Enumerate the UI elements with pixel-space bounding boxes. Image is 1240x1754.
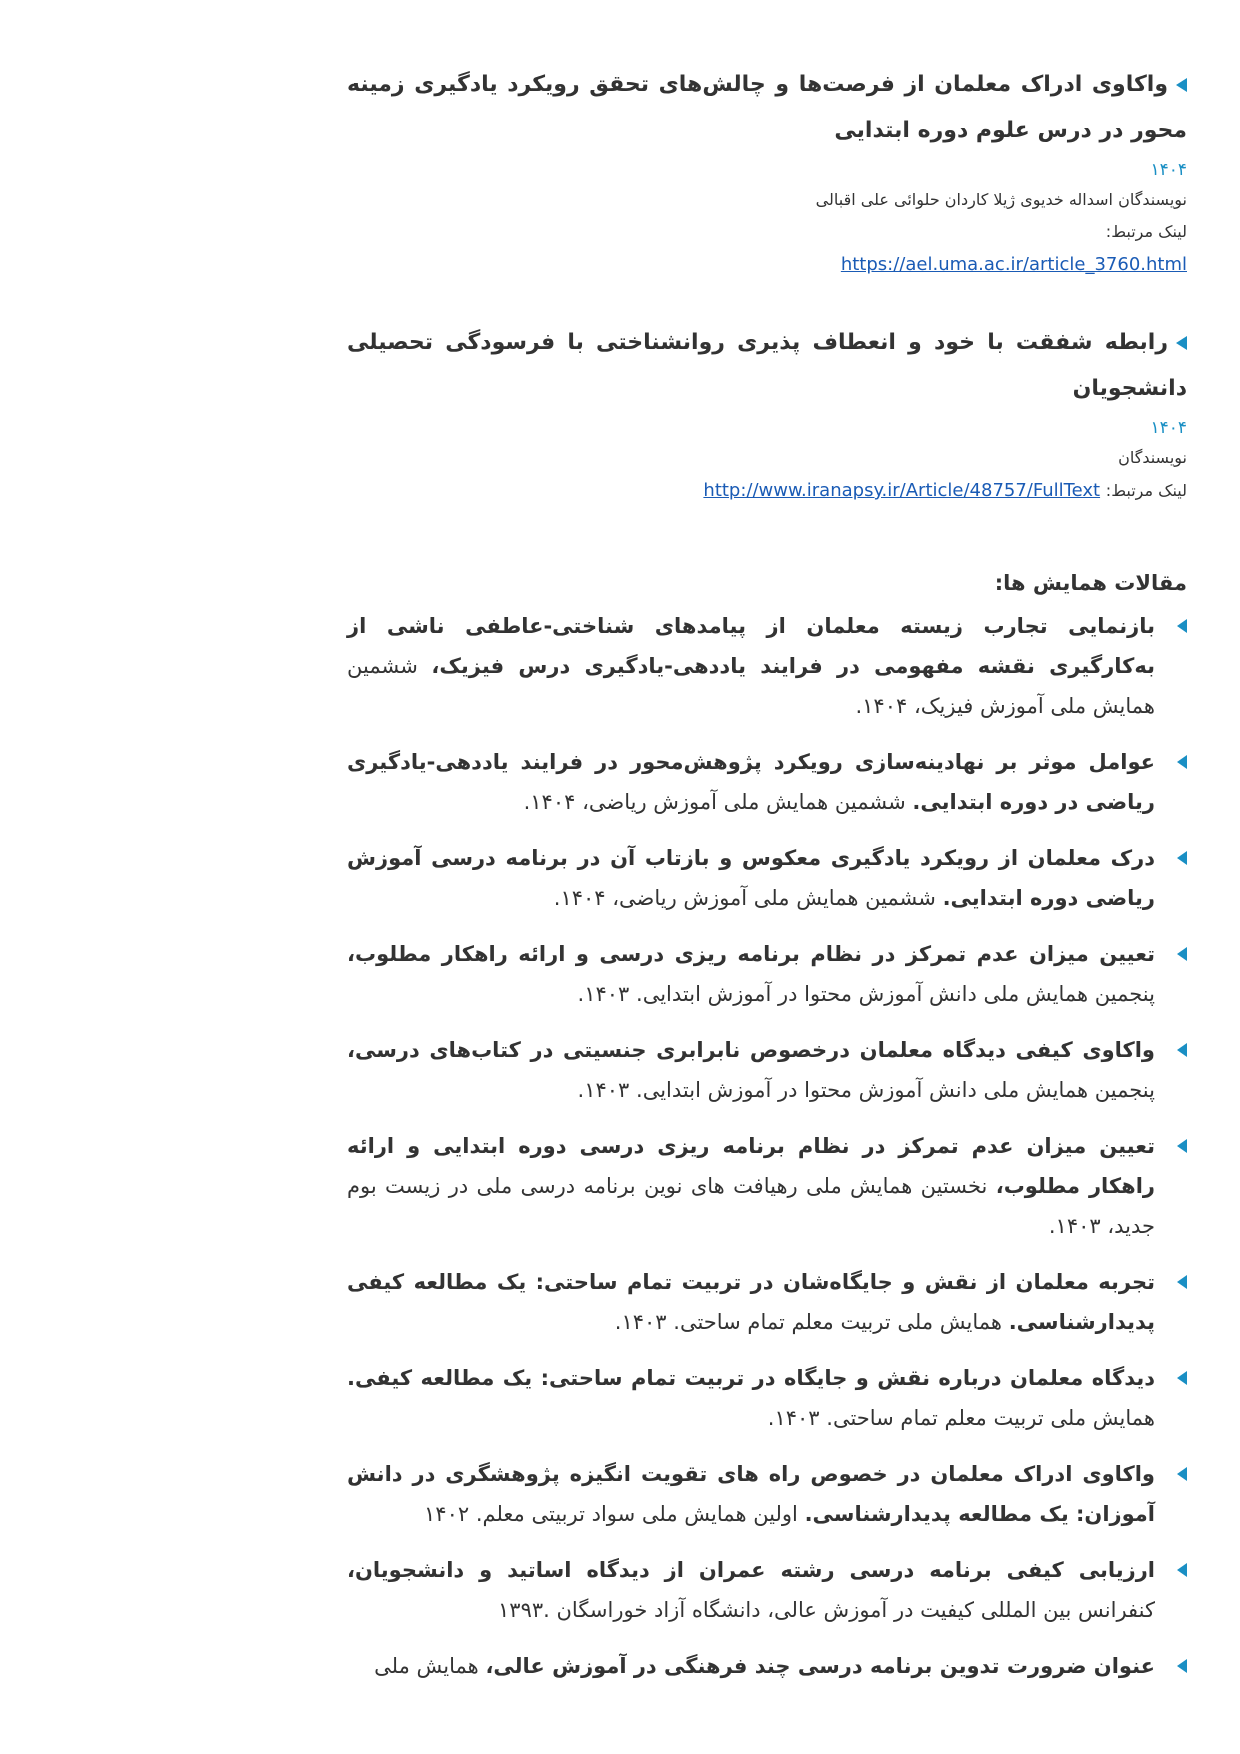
triangle-bullet-icon (1177, 947, 1187, 961)
list-item: درک معلمان از رویکرد یادگیری معکوس و بازتاب آن در برنامه درسی آموزش ریاضی دوره ابتدایی. ششمین همایش ملی آموزش ریاضی، ۱۴۰۴. (347, 838, 1187, 918)
triangle-bullet-icon (1177, 1043, 1187, 1057)
list-item: واکاوی ادراک معلمان در خصوص راه های تقویت انگیزه پژوهشگری در دانش آموزان: یک مطالعه پدیدارشناسی. اولین همایش ملی سواد تربیتی معلم. ۱۴۰۲ (347, 1454, 1187, 1534)
list-item: ارزیابی کیفی برنامه درسی رشته عمران از دیدگاه اساتید و دانشجویان، کنفرانس بین المللی کیفیت در آموزش عالی، دانشگاه آزاد خوراسگان .۱۳۹۳ (347, 1550, 1187, 1630)
link-row (347, 474, 1187, 508)
link-label: لینک مرتبط: (1105, 222, 1187, 241)
article-title: رابطه شفقت با خود و انعطاف پذیری روانشناختی با فرسودگی تحصیلی دانشجویان (347, 330, 1187, 401)
list-item: تجربه معلمان از نقش و جایگاه‌شان در تربیت تمام ساحتی: یک مطالعه کیفی پدیدارشناسی. همایش ملی تربیت معلم تمام ساحتی. ۱۴۰۳. (347, 1262, 1187, 1342)
list-item: واکاوی کیفی دیدگاه معلمان درخصوص نابرابری جنسیتی در کتاب‌های درسی، پنجمین همایش ملی دانش آموزش محتوا در آموزش ابتدایی. ۱۴۰۳. (347, 1030, 1187, 1110)
triangle-bullet-icon (1177, 1563, 1187, 1577)
triangle-bullet-icon (1177, 1659, 1187, 1673)
triangle-bullet-icon (1177, 1275, 1187, 1289)
article-authors: نویسندگان اسداله خدیوی ژیلا کاردان حلوائی علی اقبالی (815, 190, 1187, 209)
triangle-bullet-icon (1177, 1467, 1187, 1481)
triangle-bullet-icon (1177, 851, 1187, 865)
article-year: ۱۴۰۴ (1150, 160, 1187, 180)
list-item: تعیین میزان عدم تمرکز در نظام برنامه ریزی درسی دوره ابتدایی و ارائه راهکار مطلوب، نخستین همایش ملی رهیافت های نوین برنامه درسی ملی در زیست بوم جدید، ۱۴۰۳. (347, 1126, 1187, 1246)
list-item: عنوان ضرورت تدوین برنامه درسی چند فرهنگی در آموزش عالی، همایش ملی (347, 1646, 1187, 1686)
article-title: واکاوی ادراک معلمان از فرصت‌ها و چالش‌های تحقق رویکرد یادگیری زمینه محور در درس علوم دوره ابتدایی (347, 72, 1187, 143)
list-item: عوامل موثر بر نهادینه‌سازی رویکرد پژوهش‌محور در فرایند یاددهی-یادگیری ریاضی در دوره ابتدایی. ششمین همایش ملی آموزش ریاضی، ۱۴۰۴. (347, 742, 1187, 822)
article-link[interactable]: http://www.iranapsy.ir/Article/48757/FullText (703, 480, 1101, 501)
triangle-bullet-icon (1176, 78, 1187, 92)
article-authors: نویسندگان (1118, 448, 1187, 467)
triangle-bullet-icon (1176, 336, 1187, 350)
article-link[interactable]: https://ael.uma.ac.ir/article_3760.html (840, 254, 1187, 275)
journal-article (347, 320, 1187, 508)
link-row (347, 248, 1187, 282)
triangle-bullet-icon (1177, 619, 1187, 633)
list-item: تعیین میزان عدم تمرکز در نظام برنامه ریزی درسی و ارائه راهکار مطلوب، پنجمین همایش ملی دانش آموزش محتوا در آموزش ابتدایی. ۱۴۰۳. (347, 934, 1187, 1014)
triangle-bullet-icon (1177, 755, 1187, 769)
link-label: لینک مرتبط: (1105, 481, 1187, 500)
conference-section-title: مقالات همایش ها: (994, 571, 1187, 595)
article-year: ۱۴۰۴ (1150, 418, 1187, 438)
triangle-bullet-icon (1177, 1371, 1187, 1385)
triangle-bullet-icon (1177, 1139, 1187, 1153)
list-item: دیدگاه معلمان درباره نقش و جایگاه در تربیت تمام ساحتی: یک مطالعه کیفی. همایش ملی تربیت معلم تمام ساحتی. ۱۴۰۳. (347, 1358, 1187, 1438)
list-item: بازنمایی تجارب زیسته معلمان از پیامدهای شناختی-عاطفی ناشی از به‌کارگیری نقشه مفهومی در فرایند یاددهی-یادگیری درس فیزیک، ششمین همایش ملی آموزش فیزیک، ۱۴۰۴. (347, 606, 1187, 726)
content-column (347, 62, 1187, 1702)
journal-article (347, 62, 1187, 282)
conference-list (347, 606, 1187, 1686)
